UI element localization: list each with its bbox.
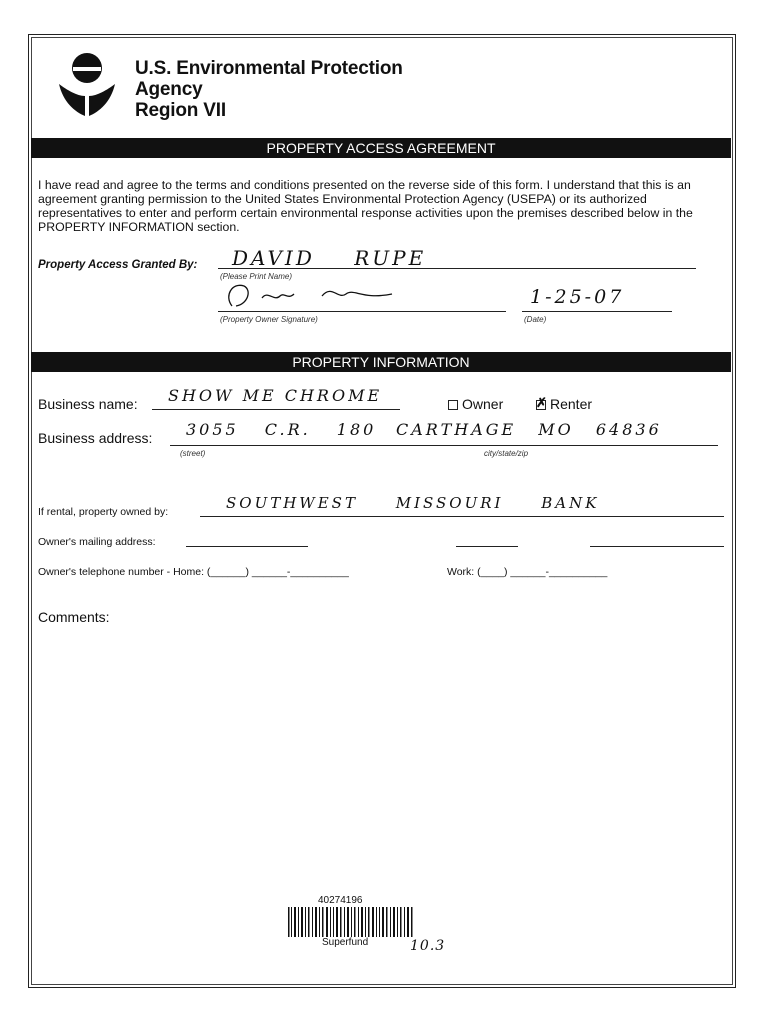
rental-owner-label: If rental, property owned by: [38, 506, 169, 518]
date-line [522, 311, 672, 312]
city-caption: city/state/zip [484, 449, 529, 458]
renter-option[interactable] [536, 396, 592, 412]
signature-line [218, 311, 506, 312]
agency-line-2: Agency [135, 79, 203, 100]
barcode-icon [288, 907, 414, 937]
print-name-caption: (Please Print Name) [220, 272, 293, 281]
comments-label: Comments: [38, 609, 110, 625]
mailing-address-label: Owner's mailing address: [38, 536, 156, 548]
agency-line-1: U.S. Environmental Protection [135, 58, 403, 79]
owner-checkbox[interactable] [448, 400, 458, 410]
document-number: 40274196 [318, 895, 363, 906]
renter-option-label: Renter [550, 396, 593, 412]
date-value[interactable]: 1-25-07 [530, 286, 625, 308]
work-phone-label[interactable]: Work: (____) ______-__________ [447, 566, 608, 578]
street-value[interactable]: 3055 C.R. 180 [186, 420, 377, 439]
granted-by-label: Property Access Granted By: [38, 259, 198, 271]
agency-line-3: Region VII [135, 100, 226, 121]
street-caption: (street) [180, 449, 206, 458]
rental-owner-line [200, 516, 724, 517]
section-title-property: PROPERTY INFORMATION [31, 352, 731, 372]
home-phone-label[interactable]: Owner's telephone number - Home: (______) ______-__________ [38, 566, 349, 578]
agency-name [135, 58, 403, 121]
section-title-access: PROPERTY ACCESS AGREEMENT [31, 138, 731, 158]
owner-option-label: Owner [462, 396, 504, 412]
handwritten-note: 10.3 [410, 938, 446, 954]
rental-owner-value[interactable]: SOUTHWEST MISSOURI BANK [226, 494, 600, 512]
business-name-line [152, 409, 400, 410]
agreement-paragraph: I have read and agree to the terms and conditions presented on the reverse side of this form. I understand that this is an agreement granting permission to the United States Environmental Protection Agency (USEPA) or its authorized representatives to enter and perform certain environmental response activities upon the premises described below in the PROPERTY INFORMATION section. [38, 178, 693, 234]
program-label: Superfund [322, 937, 369, 948]
owner-option[interactable] [448, 396, 503, 412]
business-address-line [170, 445, 718, 446]
city-value[interactable]: CARTHAGE MO 64836 [396, 420, 662, 439]
business-name-label: Business name: [38, 396, 138, 412]
date-caption: (Date) [524, 315, 547, 324]
business-address-label: Business address: [38, 430, 153, 446]
mailing-line-3[interactable] [590, 546, 724, 547]
mailing-line-1[interactable] [186, 546, 308, 547]
signature-caption: (Property Owner Signature) [220, 315, 318, 324]
granted-by-value[interactable]: DAVID RUPE [232, 246, 427, 270]
renter-checkbox-checked[interactable]: ✗ [536, 395, 547, 411]
business-name-value[interactable]: SHOW ME CHROME [168, 386, 383, 405]
epa-logo [55, 50, 119, 120]
mailing-line-2[interactable] [456, 546, 518, 547]
